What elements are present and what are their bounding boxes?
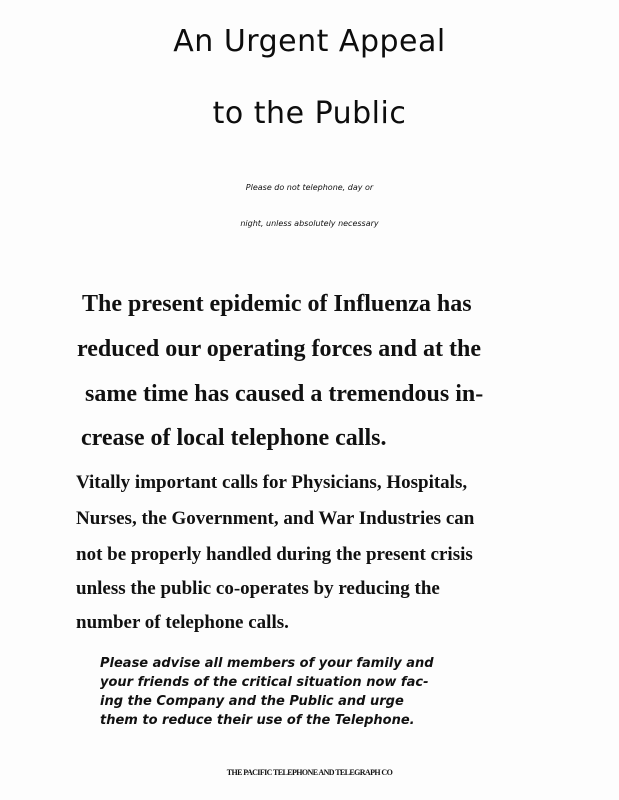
epidemic-paragraph-line: crease of local telephone calls. [81,425,387,451]
headline-line-1: An Urgent Appeal [173,24,446,59]
important-calls-paragraph-line: Nurses, the Government, and War Industries can [76,508,475,529]
advisory-paragraph-line: ing the Company and the Public and urge [100,694,404,709]
advisory-paragraph-line: your friends of the critical situation now fac- [100,675,429,690]
headline-line-2: to the Public [212,96,407,131]
important-calls-paragraph-line: not be properly handled during the present crisis [76,544,473,565]
epidemic-paragraph-line: same time has caused a tremendous in- [85,381,484,407]
subheadline-line-2: night, unless absolutely necessary [240,219,379,228]
epidemic-paragraph-line: The present epidemic of Influenza has [82,291,472,317]
epidemic-paragraph-line: reduced our operating forces and at the [77,336,481,362]
company-signature: THE PACIFIC TELEPHONE AND TELEGRAPH CO [226,768,393,777]
advisory-paragraph-line: them to reduce their use of the Telephone. [100,713,415,728]
subheadline-line-1: Please do not telephone, day or [245,183,374,192]
important-calls-paragraph-line: Vitally important calls for Physicians, Hospitals, [76,472,468,493]
important-calls-paragraph-line: unless the public co-operates by reducing the [76,578,440,599]
important-calls-paragraph-line: number of telephone calls. [76,612,289,633]
advisory-paragraph-line: Please advise all members of your family and [100,656,434,671]
